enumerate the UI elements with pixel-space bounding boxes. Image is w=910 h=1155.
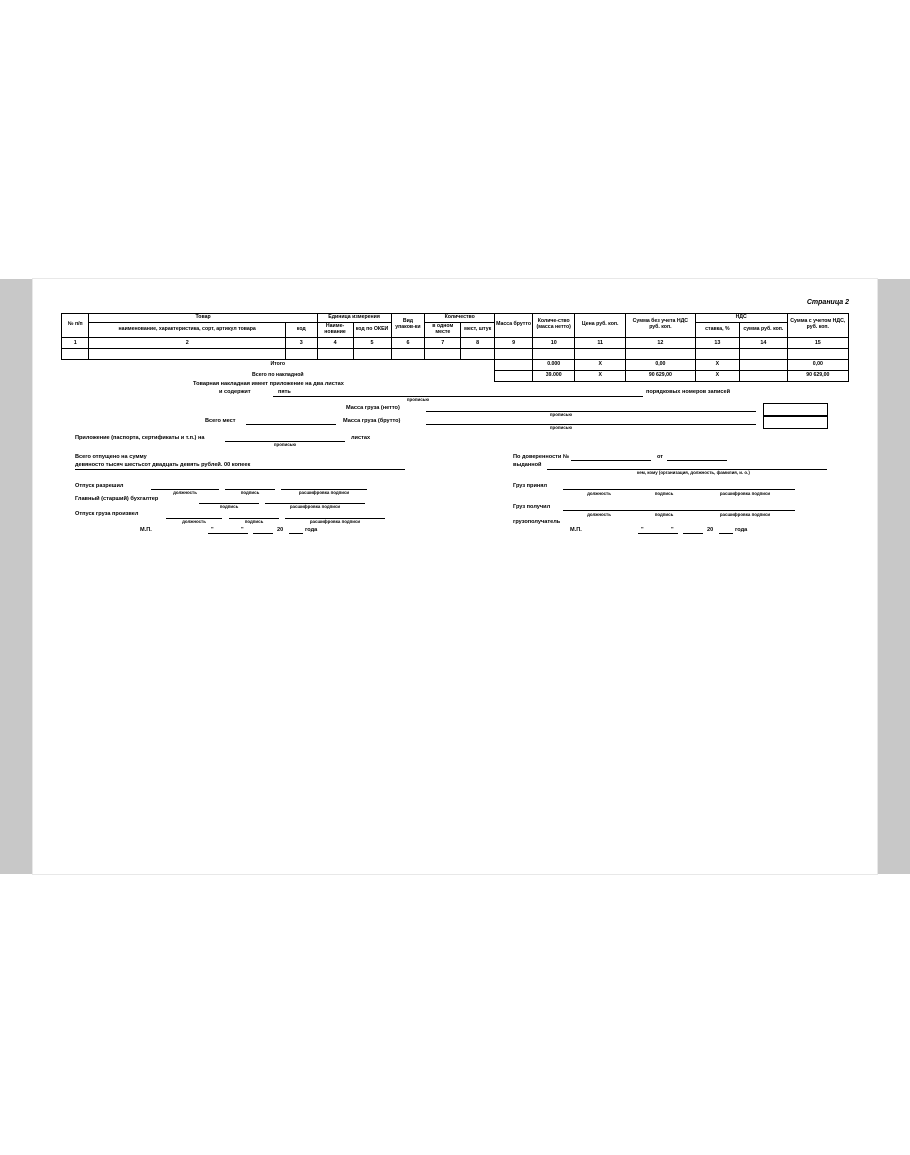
caption-dolzhnost-4: должность	[587, 512, 611, 517]
net-mass-rule	[426, 411, 756, 412]
proxy-number-rule	[571, 460, 651, 461]
gross-mass-rule	[426, 424, 756, 425]
cell-4	[317, 348, 353, 359]
cargo-accepted-label: Груз принял	[513, 483, 548, 489]
itogo-gross-mass	[495, 359, 533, 370]
cell-10	[533, 348, 575, 359]
cell-7	[425, 348, 461, 359]
viewer-gutter-right	[877, 279, 910, 874]
th-sum-without-vat: Сумма без учета НДС руб. коп.	[626, 314, 696, 338]
th-unit: Единица измерения	[317, 314, 391, 323]
stamp-left-label: М.П.	[140, 527, 152, 533]
vsego-sum-without-vat: 90 629,00	[626, 370, 696, 381]
net-mass-box[interactable]	[763, 403, 828, 416]
caption-propisyu-1: прописью	[406, 397, 430, 402]
th-goods-name: наименование, характеристика, сорт, артикул товара	[89, 322, 285, 337]
document-content	[33, 279, 877, 874]
colnum-10: 10	[533, 337, 575, 348]
th-goods: Товар	[89, 314, 317, 323]
cell-11	[575, 348, 626, 359]
caption-propisyu-4: прописью	[273, 442, 297, 447]
colnum-15: 15	[787, 337, 848, 348]
vsego-price: X	[575, 370, 626, 381]
th-gross-mass: Масса брутто	[495, 314, 533, 338]
cargo-accepted-rule	[563, 489, 795, 490]
colnum-11: 11	[575, 337, 626, 348]
cell-2	[89, 348, 285, 359]
th-vat: НДС	[695, 314, 787, 323]
total-places-label: Всего мест	[205, 418, 236, 424]
attachment-line-1: Товарная накладная имеет приложение на два листах	[193, 381, 344, 387]
vsego-gross-mass	[495, 370, 533, 381]
totals-row-vsego	[62, 370, 849, 381]
document-page	[33, 279, 877, 874]
date-day-right-rule	[638, 533, 678, 534]
itogo-vat-sum	[740, 359, 788, 370]
cargo-received-rule	[563, 510, 795, 511]
colnum-8: 8	[461, 337, 495, 348]
colnum-12: 12	[626, 337, 696, 348]
date-year-suffix-right: года	[735, 527, 748, 533]
th-price: Цена руб. коп.	[575, 314, 626, 338]
caption-podpis-1: подпись	[240, 490, 260, 495]
release-performed-label: Отпуск груза произвел	[75, 511, 139, 517]
caption-rasshifrovka-2: расшифровка подписи	[289, 504, 341, 509]
th-unit-name: Наиме-нование	[317, 322, 353, 337]
date-quote-left-2: "	[241, 527, 244, 533]
colnum-9: 9	[495, 337, 533, 348]
sheets-label: листах	[351, 435, 371, 441]
colnum-7: 7	[425, 337, 461, 348]
date-year-suffix-left: года	[305, 527, 318, 533]
colnum-14: 14	[740, 337, 788, 348]
cargo-received-label: Груз получил	[513, 504, 551, 510]
colnum-1: 1	[62, 337, 89, 348]
caption-propisyu-3: прописью	[549, 425, 573, 430]
attachment-count: пять	[278, 389, 291, 395]
total-released-label: Всего отпущено на сумму	[75, 454, 147, 460]
date-quote-right-1: "	[641, 527, 644, 533]
cell-14	[740, 348, 788, 359]
caption-kem-komu: кем, кому (организация, должность, фамилия, и. о.)	[637, 470, 750, 475]
table-row	[62, 348, 849, 359]
th-sum-with-vat: Сумма с учетом НДС, руб. коп.	[787, 314, 848, 338]
cell-3	[285, 348, 317, 359]
cell-8	[461, 348, 495, 359]
cell-9	[495, 348, 533, 359]
th-unit-okei: код по ОКЕИ	[353, 322, 391, 337]
itogo-quantity: 0.000	[533, 359, 575, 370]
caption-rasshifrovka-4: расшифровка подписи	[719, 491, 771, 496]
cell-1	[62, 348, 89, 359]
caption-rasshifrovka-5: расшифровка подписи	[719, 512, 771, 517]
net-mass-label: Масса груза (нетто)	[346, 405, 400, 411]
gross-mass-label: Масса груза (брутто)	[343, 418, 401, 424]
vsego-sum-with-vat: 90 629,00	[787, 370, 848, 381]
colnum-13: 13	[695, 337, 739, 348]
attachments-docs-label: Приложение (паспорта, сертификаты и т.п.) на	[75, 435, 205, 441]
cell-15	[787, 348, 848, 359]
th-vat-sum: сумма руб. коп.	[740, 322, 788, 337]
records-suffix: порядковых номеров записей	[646, 389, 731, 395]
colnum-4: 4	[317, 337, 353, 348]
gross-mass-box[interactable]	[763, 416, 828, 429]
cell-5	[353, 348, 391, 359]
th-net-quantity: Количе-ство (масса нетто)	[533, 314, 575, 338]
vsego-vat-rate: X	[695, 370, 739, 381]
date-month-left-rule	[253, 533, 273, 534]
caption-rasshifrovka-1: расшифровка подписи	[298, 490, 350, 495]
date-day-left-rule	[208, 533, 248, 534]
totals-label-itogo: Итого	[270, 361, 286, 368]
proxy-issued-label: выданной	[513, 462, 542, 468]
proxy-date-rule	[667, 460, 727, 461]
date-year-left: 20	[277, 527, 284, 533]
colnum-3: 3	[285, 337, 317, 348]
caption-dolzhnost-1: должность	[173, 490, 197, 495]
cell-6	[391, 348, 425, 359]
table-header-row-1	[62, 314, 849, 323]
date-year-right-rule	[719, 533, 733, 534]
cell-13	[695, 348, 739, 359]
date-year-left-rule	[289, 533, 303, 534]
proxy-number-label: По доверенности №	[513, 454, 570, 460]
date-year-right: 20	[707, 527, 714, 533]
page-background-bottom	[0, 874, 910, 1155]
th-goods-code: код	[285, 322, 317, 337]
totals-label-vsego: Всего по накладной	[251, 371, 304, 378]
table-column-numbers-row	[62, 337, 849, 348]
caption-podpis-3: подпись	[244, 519, 264, 524]
vsego-quantity: 39.000	[533, 370, 575, 381]
totals-row-itogo	[62, 359, 849, 370]
caption-rasshifrovka-3: расшифровка подписи	[309, 519, 361, 524]
caption-podpis-5: подпись	[654, 512, 674, 517]
date-month-right-rule	[683, 533, 703, 534]
attachment-line-2: и содержит	[219, 389, 251, 395]
total-released-amount-words: девяносто тысяч шестьсот двадцать девять рублей. 00 копеек	[75, 462, 251, 468]
proxy-date-label: от	[657, 454, 664, 460]
colnum-5: 5	[353, 337, 391, 348]
caption-podpis-4: подпись	[654, 491, 674, 496]
release-authorized-label: Отпуск разрешил	[75, 483, 124, 489]
viewer-gutter-left	[0, 279, 33, 874]
th-vat-rate: ставка, %	[695, 322, 739, 337]
colnum-6: 6	[391, 337, 425, 348]
itogo-price: X	[575, 359, 626, 370]
caption-dolzhnost-3: должность	[587, 491, 611, 496]
th-qty-places: мест, штук	[461, 322, 495, 337]
colnum-2: 2	[89, 337, 285, 348]
stamp-right-label: М.П.	[570, 527, 582, 533]
consignee-label: грузополучатель	[513, 519, 561, 525]
th-number: № п/п	[62, 314, 89, 338]
caption-podpis-2: подпись	[219, 504, 239, 509]
itogo-sum-without-vat: 0,00	[626, 359, 696, 370]
date-quote-left-1: "	[211, 527, 214, 533]
page-background-top	[0, 0, 910, 279]
th-package-type: Вид упаков-ки	[391, 314, 425, 338]
page-number-label: Страница 2	[806, 299, 849, 306]
goods-table	[61, 313, 849, 382]
itogo-vat-rate: X	[695, 359, 739, 370]
caption-dolzhnost-2: должность	[182, 519, 206, 524]
vsego-vat-sum	[740, 370, 788, 381]
date-quote-right-2: "	[671, 527, 674, 533]
cell-12	[626, 348, 696, 359]
attachment-count-rule	[273, 396, 643, 397]
total-places-rule	[246, 424, 336, 425]
table-header-row-2	[62, 322, 849, 337]
th-qty-per-place: в одном месте	[425, 322, 461, 337]
th-quantity: Количество	[425, 314, 495, 323]
caption-propisyu-2: прописью	[549, 412, 573, 417]
total-released-rule	[75, 469, 405, 470]
chief-accountant-label: Главный (старший) бухгалтер	[75, 496, 159, 502]
itogo-sum-with-vat: 0,00	[787, 359, 848, 370]
